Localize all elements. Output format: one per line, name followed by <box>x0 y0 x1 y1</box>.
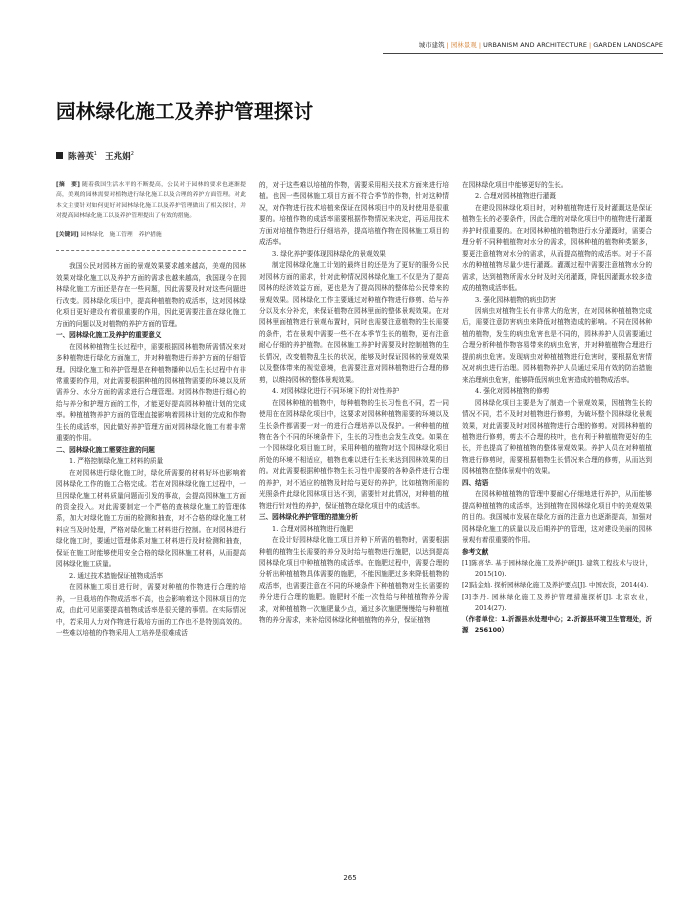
author-name: 王兆娟$^2$ <box>104 151 134 162</box>
body-paragraph: 在建设园林绿化项目时，对种植植物进行及时灌溉这是保证植物生长的必要条件，因此合理的对绿化项目中的植物进行灌溉养护时很重要的。在对园林种植的植物进行水分灌溉时，需要合理分析不同种植植物对水分的需求，园林种植的植物种类繁多，要更注意植物对水分的需求，从而提高植物的成活率。对于不喜水的种植植物尽量少进行灌溉。灌溉过程中需要注意植物水分的需求，达到植物所需水分时及时关闭灌溉，降低因灌溉水较多造成的植物成活率低。 <box>462 203 652 293</box>
subsection-heading: 3. 强化园林植物的病虫防害 <box>475 295 556 304</box>
body-paragraph: 的，对于这些难以培植的作物，需要采用相关技术方面来进行培植。也因一些园林施工项目方面不符合季节的作物，针对这种情况，对作物进行技术培植来保证在园林项目中的及时使用是很重要的。培植作物的成活率需要根据作物情况来决定，再运用技术方面对培植作物进行仔细培养，提高培植作物在园林施工项目的成活率。 <box>259 181 449 247</box>
subsection-heading: 1. 合理对园林植物进行施肥 <box>272 524 353 533</box>
keywords-text: 园林绿化 施工管理 养护措施 <box>80 232 162 239</box>
subsection-heading: 2. 通过技术措施保证植物成活率 <box>69 571 164 580</box>
body-paragraph: 园林绿化项目主要是为了制造一个景观效果，因植物生长的情况不同，若不及时对植物进行修剪，为破坏整个园林绿化景观效果，对此需要及时对园林植物进行合理的修剪。对园林种植的植物进行修剪，剪去不合理的枝叶，也有利于种植植物更好的生长，并也提高了种植植物的整体景观效果。养护人员在对种植植物进行修剪时，需要根据植物生长情况来合理的修剪，从而达到园林植物在整体景观中的效果。 <box>462 398 652 476</box>
reference-item: [3]李丹. 园林绿化施工及养护管理措施探析[J]. 北京农业，2014(27). <box>462 592 652 612</box>
article-title: 园林绿化施工及养护管理探讨 <box>56 100 314 123</box>
subsection-heading: 2. 合理对园林植物进行灌溉 <box>475 192 556 201</box>
reference-item: [1]陈喜华. 基于园林绿化施工及养护研[J]. 建筑工程技术与设计，2015(10). <box>462 558 652 579</box>
subsection-heading: 4. 对园林绿化进行不同环境下的针对性养护 <box>272 387 400 396</box>
section-heading: 四、结语 <box>462 478 489 487</box>
header-separator: | <box>446 41 449 49</box>
subsection-heading: 3. 绿化养护要体现园林绿化的景观效果 <box>272 249 386 258</box>
header-english-section: GARDEN LANDSCAPE <box>593 41 663 49</box>
body-paragraph: 在园林绿化项目中能够更好的生长。 <box>462 181 568 189</box>
reference-item: [2]陆金灿. 探析园林绿化施工及养护要点[J]. 中国农资，2014(4). <box>462 581 649 590</box>
header-english: URBANISM AND ARCHITECTURE <box>483 41 588 49</box>
abstract-label: [摘 要] <box>56 182 80 188</box>
body-paragraph: 在设计好园林绿化施工项目并种下所需的植物时，需要根据种植的植物生长需要的养分及时给与植物进行施肥，以达到提高园林绿化项目中种植植物的成活率。在施肥过程中，需要合理的分析出种植植物具体需要的施肥，不能因施肥过多来降低植物的成活率，也需要注意在不同的环境条件下种植植物对生长需要的养分进行合理的施肥。施肥时不能一次性给与种植植物养分需求，对种植植物一次施肥量少点，通过多次施肥慢慢给与种植植物的养分需求，来补给园林绿化种植植物的养分，保证植物 <box>259 536 449 625</box>
author-line <box>56 150 142 162</box>
abstract-divider <box>56 250 246 251</box>
abstract-text: 随着我国生活水平的不断提高，公民对于园林的要求也逐渐提高，美观的园林需要对植物进行绿化施工以及合理的养护方面管理。对此本文主要针对如何更好对园林绿化施工以及养护管理做出了相关探讨，并对提高园林绿化施工以及养护管理提出了有效的措施。 <box>56 182 246 219</box>
header-separator: | <box>589 41 592 49</box>
journal-header <box>383 40 663 49</box>
body-paragraph: 在园林种植物生长过程中，需要根据园林植物所需情况来对多种植物进行绿化方面施工，并对种植物进行养护方面的仔细管理。因绿化施工和养护管理是在种植物播种以后生长过程中有非常重要的作用，对此需要根据种植的园林植物需要的环境以及所需养分、水分方面的需求进行合理管理。对园林作物进行细心的给与养分和护理方面的工作，才能更好提高园林种植计划的完成率。种植植物养护方面的管理直接影响着园林计划的完成和作物生长的成活率，因此做好养护管理方面对园林绿化施工有着非常重要的作用。 <box>56 342 246 443</box>
header-section: 园林景观 <box>450 41 477 49</box>
references-heading: 参考文献 <box>462 547 489 556</box>
section-heading: 二、园林绿化施工需要注意的问题 <box>56 445 155 454</box>
header-category: 城市建筑 <box>418 41 445 49</box>
body-paragraph: 因病虫对植物生长有非常大的危害，在对园林种植植物完成后，需要注意防害病虫来降低对植物造成的影响。不同在园林种植的植物，发生的病虫危害也是不同的，园林养护人员需要通过合理分析种植作物容易带来的病虫危害，并对种植植物合理进行提前病虫危害。发现病虫对种植植物进行危害时，要根据危害情况对病虫进行治理。园林植物养护人员通过采用有效的防治措施来治理病虫危害，能够降低因病虫危害造成的植物成活率。 <box>462 306 652 384</box>
column-3 <box>462 180 652 637</box>
author-affiliation: （作者单位：1.沂源县水处理中心；2.沂源县环境卫生管理处，沂源 256100） <box>462 614 652 635</box>
column-1 <box>56 180 246 639</box>
header-rule <box>383 53 663 54</box>
body-paragraph: 在园林施工项目进行时，需要对种植的作物进行合理的培养，一旦栽培的作物成活率不高，也会影响着这个园林项目的完成，由此可见需要提高植物成活率是很关键的事情。在实际情况中，若采用人力对作物进行栽培方面的工作也不是特别高效的。一些难以培植的作物采用人工培养是很难成活 <box>56 583 246 637</box>
body-paragraph: 制定园林绿化施工计划的最终目的还是为了更好的服务公民对园林方面的需求，针对此种情况园林绿化施工不仅是为了提高园林的经济效益方面，更也是为了提高园林的整体给公民带来的景观效果。园林绿化工作主要通过对种植作物进行修剪、给与养分以及水分补充，来保证植物在园林里面的整体景观效果。在对园林里面植物进行景观布置时，同时也需要注意植物的生长需要的条件，若在景观中需要一些不在本季节生长的植物，更有注意耐心仔细的养护植物。在园林施工养护时需要及时控制植物的生长情况，改变植物乱生长的状况，能够及时保证园林的景观效果以及整体带来的视觉意境，也需要注意对园林植物进行合理的修剪，以维持园林的整体景观效果。 <box>259 261 449 384</box>
page-number: 265 <box>343 874 357 882</box>
column-2 <box>259 180 449 627</box>
intro-paragraph: 我国公民对园林方面的景观效果要求越来越高，美观的园林效果对绿化施工以及养护方面的需求也越来越高，我国现今在园林绿化施工方面还是存在一些问题，因此需要及时对这些问题进行改变。园林绿化项目中，提高种植植物的成活率，这对园林绿化项目更好建设有着很重要的作用，因此更需要注意在绿化施工方面的问题以及对植物的养护方面的管理。 <box>56 262 246 328</box>
abstract <box>56 180 246 240</box>
author-name: 陈善英$^1$ <box>68 151 97 162</box>
subsection-heading: 1. 严格控制绿化施工材料的质量 <box>69 457 164 466</box>
header-separator: | <box>478 41 482 49</box>
body-paragraph: 在园林种植的植物中，每种植物的生长习性也不同，若一同使用在在园林绿化项目中，这要求对园林种植物需要的环境以及生长条件都需要一对一的进行合理培养以及保护。一种种植的植物在各个不同的环境条件下，生长的习性也会发生改变。如果在一个园林绿化项目施工时，采用种植的植物对这个园林绿化项目所处的环境不相适应，植物也难以进行生长来达到园林效果的目的。对此需要根据种植作物生长习性中需要的各种条件进行合理的养护，对不适应的植物及时给与更好的养护，比如植物所需的光照条件此绿化园林项目达不到，需要针对此情况，对种植的植物进行针对性的养护，保证植物在绿化项目中的成活率。 <box>259 398 449 510</box>
keywords-label: [关键词] <box>56 232 79 239</box>
section-heading: 一、园林绿化施工及养护的重要意义 <box>56 331 162 340</box>
square-bullet-icon <box>56 152 63 159</box>
body-paragraph: 在园林种植植物的管理中要耐心仔细地进行养护，从而能够提高种植植物的成活率，达到植物在园林绿化项目中的美观效果的目的。我国城市发展在绿化方面的注意力也逐渐提高，加强对园林绿化施工的质量以及后期养护的管理，这对建设美丽的园林景观有着很重要的作用。 <box>462 490 652 545</box>
section-heading: 三、园林绿化养护管理的措施分析 <box>259 513 358 522</box>
subsection-heading: 4. 强化对园林植物的修剪 <box>475 387 550 396</box>
body-paragraph: 在对园林进行绿化施工时，绿化所需要的材料好坏也影响着园林绿化工作的施工合格完成。若在对园林绿化施工过程中，一旦因绿化施工材料质量问题而引发的事故，会提高园林施工方面的资金投入。对此需要制定一个严格的查核绿化施工的管理体系，加大对绿化施工方面的检测和抽查，对不合格的绿化施工材料应当及时处理，严格对绿化施工材料进行控制。在对园林进行绿化施工时，要通过管理体系对施工材料进行及时检测和抽查，保证在施工时能够使用安全合格的绿化园林施工材料，从而提高园林绿化施工质量。 <box>56 468 246 569</box>
